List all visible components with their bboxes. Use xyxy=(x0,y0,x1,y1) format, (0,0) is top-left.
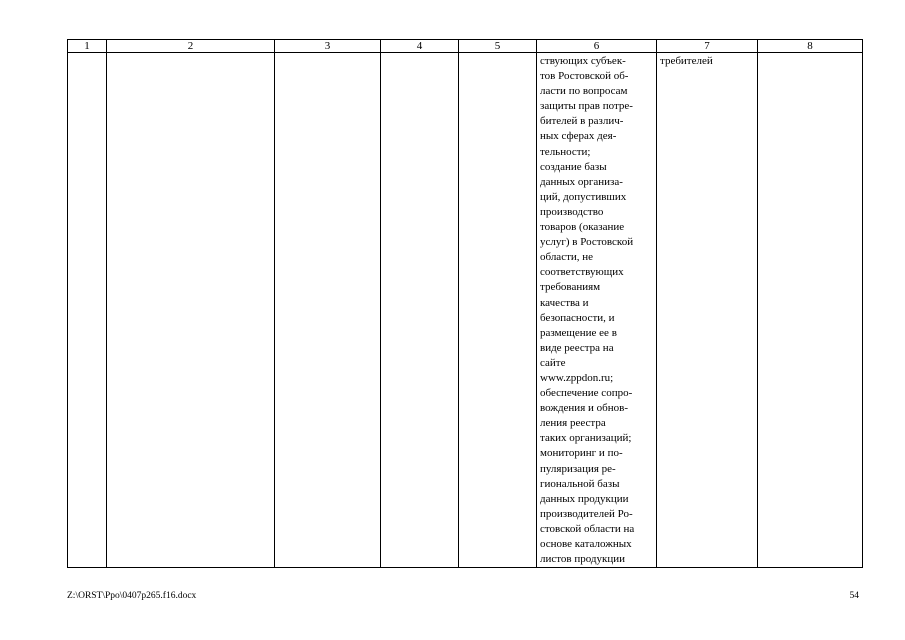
cell-col-6-line: бителей в различ- xyxy=(540,115,624,128)
column-header-6: 6 xyxy=(537,40,657,53)
cell-col-8 xyxy=(758,53,863,568)
cell-col-6-line: данных организа- xyxy=(540,175,623,188)
cell-col-6-line: требованиям xyxy=(540,281,601,294)
cell-col-2 xyxy=(107,53,275,568)
cell-col-6 xyxy=(537,53,657,568)
column-header-3: 3 xyxy=(275,40,381,53)
column-header-7: 7 xyxy=(657,40,758,53)
cell-col-6-line: области, не xyxy=(540,251,594,264)
table-header-row xyxy=(68,40,863,53)
cell-col-6-text xyxy=(537,53,656,567)
cell-col-6-line: пуляризация ре- xyxy=(540,462,616,475)
cell-col-4 xyxy=(381,53,459,568)
cell-col-6-line: таких организаций; xyxy=(540,432,632,445)
cell-col-6-line: защиты прав потре- xyxy=(540,100,633,113)
cell-col-6-line: www.zppdon.ru; xyxy=(540,371,614,384)
cell-col-6-line: мониторинг и по- xyxy=(540,447,623,460)
cell-col-6-line: гиональной базы xyxy=(540,477,620,490)
footer-page-number: 54 xyxy=(849,591,859,601)
column-header-1: 1 xyxy=(68,40,107,53)
cell-col-6-line: ления реестра xyxy=(540,417,606,430)
cell-col-1 xyxy=(68,53,107,568)
cell-col-6-line: обеспечение сопро- xyxy=(540,387,633,400)
cell-col-6-line: производство xyxy=(540,205,604,218)
cell-col-6-line: безопасности, и xyxy=(540,311,615,324)
footer-file-path: Z:\ORST\Ppo\0407p265.f16.docx xyxy=(67,591,197,601)
cell-col-3 xyxy=(275,53,381,568)
document-table xyxy=(67,39,863,568)
cell-col-6-line: виде реестра на xyxy=(540,341,614,354)
cell-col-6-line: стовской области на xyxy=(540,522,635,535)
cell-col-6-line: ствующих субъек- xyxy=(540,55,626,67)
cell-col-6-line: листов продукции xyxy=(540,553,626,566)
cell-col-6-line: товаров (оказание xyxy=(540,221,625,234)
cell-col-6-line: ций, допустивших xyxy=(540,190,627,203)
cell-col-6-line: создание базы xyxy=(540,160,607,173)
cell-col-6-line: тов Ростовской об- xyxy=(540,70,629,83)
cell-col-5 xyxy=(459,53,537,568)
cell-col-6-line: размещение ее в xyxy=(540,326,617,339)
column-header-5: 5 xyxy=(459,40,537,53)
cell-col-6-line: услуг) в Ростовской xyxy=(540,236,634,249)
cell-col-6-line: ных сферах дея- xyxy=(540,130,617,143)
cell-col-6-line: ласти по вопросам xyxy=(540,85,628,98)
cell-col-6-line: вождения и обнов- xyxy=(540,402,628,415)
column-header-4: 4 xyxy=(381,40,459,53)
cell-col-6-line: производителей Ро- xyxy=(540,507,633,520)
cell-col-6-line: основе каталожных xyxy=(540,538,632,550)
cell-col-7 xyxy=(657,53,758,568)
cell-col-6-line: тельности; xyxy=(540,145,591,158)
cell-col-6-line: соответствующих xyxy=(540,266,624,279)
cell-col-7-text: требителей xyxy=(660,55,713,67)
column-header-2: 2 xyxy=(107,40,275,53)
cell-col-6-line: сайте xyxy=(540,356,566,369)
cell-col-6-line: данных продукции xyxy=(540,492,629,505)
cell-col-6-line: качества и xyxy=(540,296,589,309)
column-header-8: 8 xyxy=(758,40,863,53)
table-row xyxy=(68,53,863,568)
